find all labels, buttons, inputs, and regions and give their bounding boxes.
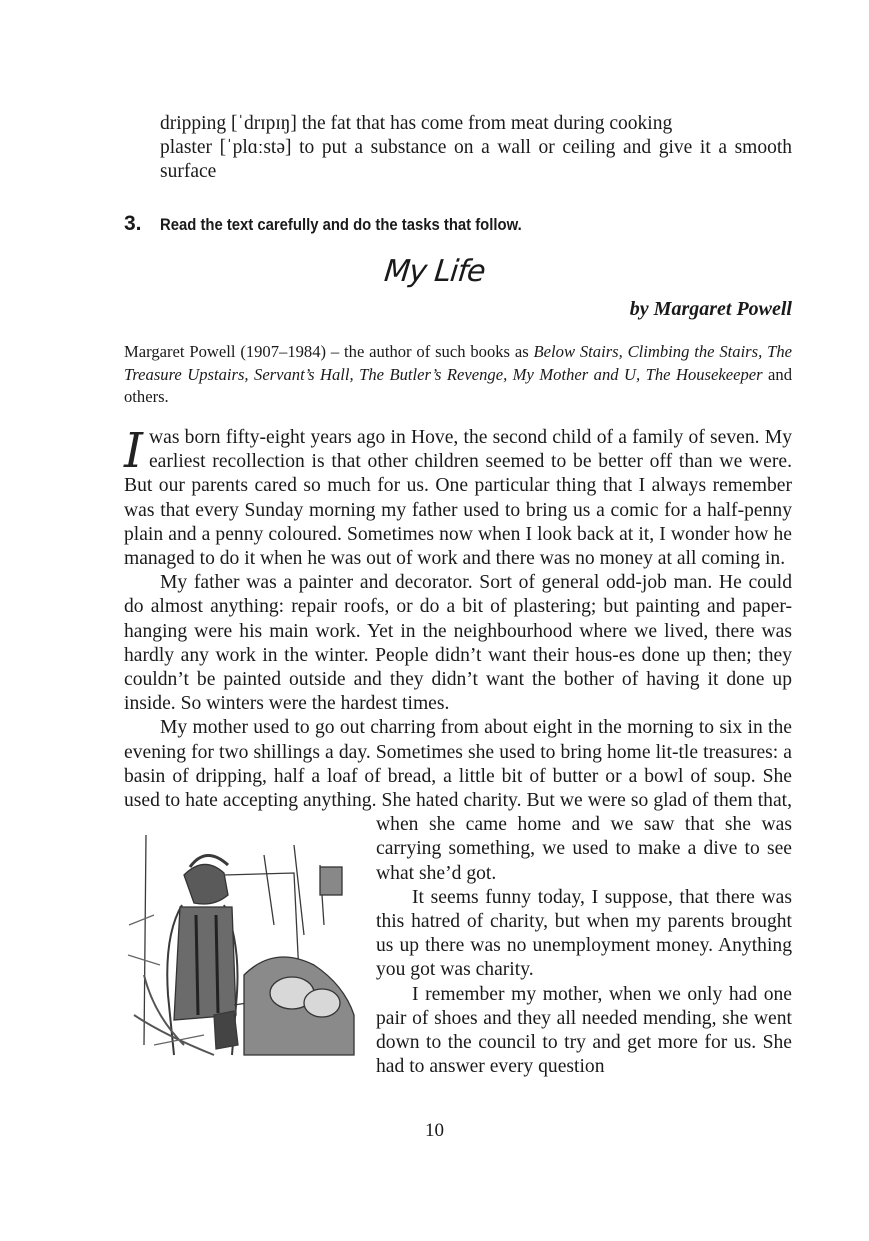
glossary-definition: the fat that has come from meat during cooking	[301, 113, 673, 134]
drop-cap: I	[124, 423, 143, 479]
story-paragraph: My father was a painter and decorator. Sort of general odd-job man. He could do almost anything: repair roofs, or do a bit of plastering; but painting and paper-hanging were his main work. Yet in the neighbourhood where we lived, there was hardly any work in the winter. People didn’t want their hous-es done up then; they couldn’t be painted outside and they didn’t want the bother of having it done up inside. So winters were the hardest times.	[124, 572, 792, 715]
story-paragraph: I remember my mother, when we only had one pair of shoes and they all needed mending, she went down to the council to try and get more for us. She had to answer every question	[376, 983, 792, 1078]
task-instruction: Read the text carefully and do the tasks that follow.	[160, 216, 522, 234]
page-number: 10	[425, 1120, 444, 1141]
story-byline: by Margaret Powell	[629, 298, 792, 320]
bio-book-list: Below Stairs, Climbing the Stairs, The Treasure Upstairs, Servant’s Hall, The Butler’s Revenge, My Mother and U, The Housekeeper	[124, 342, 792, 384]
story-paragraph: It seems funny today, I suppose, that there was this hatred of charity, but when my parents brought us up there was no unemployment money. Anything you got was charity.	[376, 886, 792, 981]
glossary-definition: to put a substance on a wall or ceiling and give it a smooth surface	[160, 137, 793, 182]
task-number: 3.	[124, 212, 142, 235]
glossary-word: dripping	[160, 113, 227, 134]
paragraph-text: was born fifty-eight years ago in Hove, the second child of a family of seven. My earliest recollection is that other children seemed to be better off than we were. But our parents cared so much for us. One particular thing that I always remember was that every Sunday morning my father used to bring us a comic for a half-penny plain and a penny coloured. Sometimes now when I look back at it, I wonder how he managed to do it when he was out of work and there was no money at all coming in.	[124, 427, 792, 570]
glossary-word: plaster	[160, 137, 212, 158]
story-title: My Life	[382, 254, 487, 289]
paragraph-text: My mother used to go out charring from about eight in the morning to six in the evening for two shillings a day. Sometimes she used to bring home lit-tle treasures: a basin of dripping, half a loaf of bread, a little bit of butter or a bowl of soup. She used to hate accepting anything. She hated charity. But we	[124, 717, 792, 812]
illustration-man-in-room	[124, 815, 360, 1059]
story-body	[124, 423, 793, 1079]
story-paragraph	[124, 423, 792, 571]
glossary-entry	[160, 136, 792, 184]
author-bio	[124, 341, 792, 409]
bio-tail: and others.	[124, 364, 793, 406]
glossary	[160, 112, 792, 184]
paragraph-text-continued: were so glad of them that, when she came home and we saw that she was carrying something, we used to make a dive to see what she’d got.	[376, 790, 793, 884]
glossary-pronunciation: [ˈplɑːstə]	[219, 137, 292, 158]
bio-lead: Margaret Powell (1907–1984) – the author of such books as	[124, 342, 534, 361]
glossary-entry	[160, 112, 792, 136]
glossary-pronunciation: [ˈdrɪpɪŋ]	[230, 113, 297, 134]
story-paragraph	[124, 716, 792, 885]
